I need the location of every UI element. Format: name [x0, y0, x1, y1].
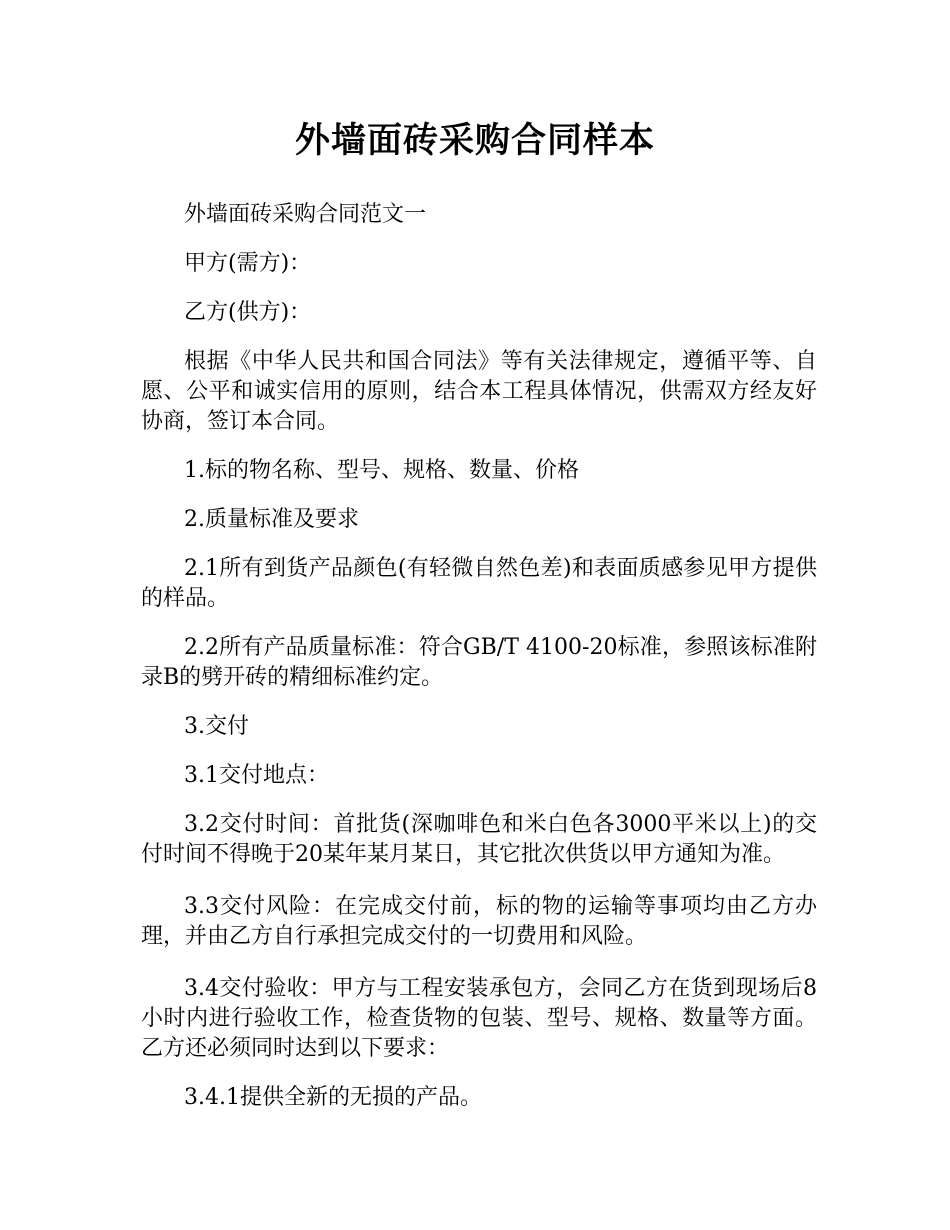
clause-2-1: 2.1所有到货产品颜色(有轻微自然色差)和表面质感参见甲方提供的样品。 — [141, 556, 817, 611]
clause-3-1: 3.1交付地点： — [184, 763, 329, 788]
document-body — [141, 200, 817, 1132]
clause-1: 1.标的物名称、型号、规格、数量、价格 — [184, 458, 579, 483]
clause-3-2: 3.2交付时间：首批货(深咖啡色和米白色各3000平米以上)的交付时间不得晚于20某年某月某日，其它批次供货以甲方通知为准。 — [141, 812, 817, 867]
paragraph-party-b: 乙方(供方)： — [184, 300, 312, 325]
paragraph-party-a: 甲方(需方)： — [184, 251, 312, 276]
document-title: 外墙面砖采购合同样本 — [294, 121, 655, 161]
clause-2: 2.质量标准及要求 — [184, 507, 359, 532]
clause-2-2: 2.2所有产品质量标准：符合GB/T 4100-20标准，参照该标准附录B的劈开砖的精细标准约定。 — [141, 635, 817, 690]
clause-3-3: 3.3交付风险：在完成交付前，标的物的运输等事项均由乙方办理，并由乙方自行承担完成交付的一切费用和风险。 — [141, 894, 817, 949]
paragraph-sample-heading: 外墙面砖采购合同范文一 — [184, 202, 427, 227]
paragraph-preamble: 根据《中华人民共和国合同法》等有关法律规定，遵循平等、自愿、公平和诚实信用的原则，结合本工程具体情况，供需双方经友好协商，签订本合同。 — [141, 349, 817, 434]
clause-3: 3.交付 — [184, 714, 249, 739]
clause-3-4: 3.4交付验收：甲方与工程安装承包方，会同乙方在货到现场后8小时内进行验收工作，检查货物的包装、型号、规格、数量等方面。乙方还必须同时达到以下要求： — [141, 976, 817, 1061]
clause-3-4-1: 3.4.1提供全新的无损的产品。 — [184, 1085, 482, 1110]
